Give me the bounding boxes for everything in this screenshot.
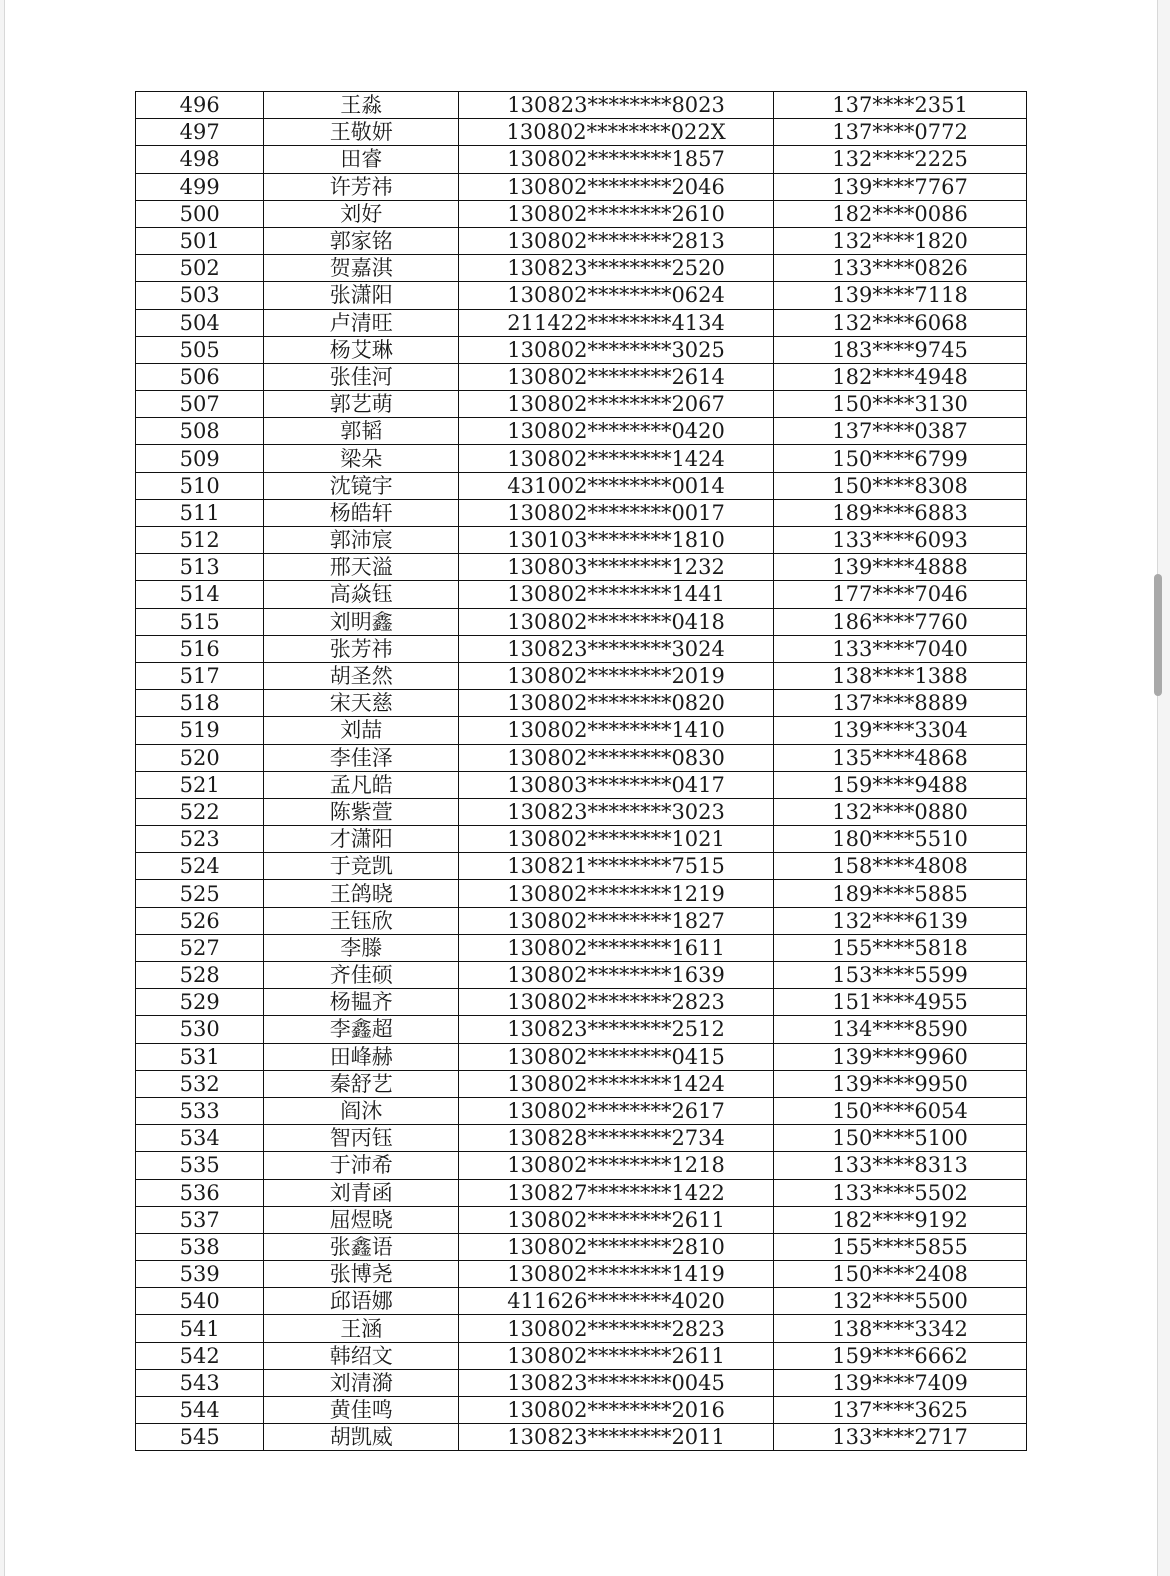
table-row: [136, 472, 1027, 499]
row-number-cell: 532: [136, 1070, 264, 1097]
row-number-cell: 500: [136, 200, 264, 227]
phone-cell: 189****6883: [774, 499, 1027, 526]
table-row: [136, 690, 1027, 717]
id-number-cell: 130802********2016: [459, 1397, 774, 1424]
phone-cell: 182****4948: [774, 363, 1027, 390]
table-row: [136, 1179, 1027, 1206]
phone-cell: 150****2408: [774, 1261, 1027, 1288]
table-row: [136, 1397, 1027, 1424]
name-cell: 杨韫齐: [264, 989, 459, 1016]
table-row: [136, 635, 1027, 662]
phone-cell: 153****5599: [774, 962, 1027, 989]
phone-cell: 132****6068: [774, 309, 1027, 336]
row-number-cell: 538: [136, 1233, 264, 1260]
table-row: [136, 1369, 1027, 1396]
name-cell: 屈煜晓: [264, 1206, 459, 1233]
name-cell: 沈镜宇: [264, 472, 459, 499]
phone-cell: 132****0880: [774, 798, 1027, 825]
name-cell: 黄佳鸣: [264, 1397, 459, 1424]
id-number-cell: 130802********2611: [459, 1342, 774, 1369]
phone-cell: 133****2717: [774, 1424, 1027, 1451]
phone-cell: 139****9950: [774, 1070, 1027, 1097]
table-row: [136, 853, 1027, 880]
phone-cell: 177****7046: [774, 581, 1027, 608]
phone-cell: 133****6093: [774, 527, 1027, 554]
phone-cell: 150****6799: [774, 445, 1027, 472]
row-number-cell: 520: [136, 744, 264, 771]
table-row: [136, 200, 1027, 227]
id-number-cell: 130802********2610: [459, 200, 774, 227]
phone-cell: 183****9745: [774, 336, 1027, 363]
phone-cell: 139****7767: [774, 173, 1027, 200]
row-number-cell: 541: [136, 1315, 264, 1342]
row-number-cell: 503: [136, 282, 264, 309]
name-cell: 田峰赫: [264, 1043, 459, 1070]
id-number-cell: 130802********1424: [459, 445, 774, 472]
name-cell: 张佳河: [264, 363, 459, 390]
phone-cell: 132****5500: [774, 1288, 1027, 1315]
name-cell: 于竞凯: [264, 853, 459, 880]
id-number-cell: 130802********0624: [459, 282, 774, 309]
id-number-cell: 130823********3023: [459, 798, 774, 825]
id-number-cell: 130828********2734: [459, 1125, 774, 1152]
name-cell: 胡圣然: [264, 662, 459, 689]
name-cell: 王鸽晓: [264, 880, 459, 907]
phone-cell: 150****8308: [774, 472, 1027, 499]
name-cell: 卢清旺: [264, 309, 459, 336]
id-number-cell: 130802********1857: [459, 146, 774, 173]
table-row: [136, 554, 1027, 581]
id-number-cell: 130802********2617: [459, 1097, 774, 1124]
phone-cell: 182****0086: [774, 200, 1027, 227]
name-cell: 齐佳硕: [264, 962, 459, 989]
phone-cell: 138****1388: [774, 662, 1027, 689]
phone-cell: 133****7040: [774, 635, 1027, 662]
row-number-cell: 528: [136, 962, 264, 989]
row-number-cell: 544: [136, 1397, 264, 1424]
name-cell: 刘喆: [264, 717, 459, 744]
name-cell: 郭家铭: [264, 227, 459, 254]
phone-cell: 150****6054: [774, 1097, 1027, 1124]
table-row: [136, 1097, 1027, 1124]
id-number-cell: 130802********2823: [459, 1315, 774, 1342]
id-number-cell: 411626********4020: [459, 1288, 774, 1315]
phone-cell: 139****7118: [774, 282, 1027, 309]
id-number-cell: 130802********1410: [459, 717, 774, 744]
name-cell: 李滕: [264, 934, 459, 961]
id-number-cell: 130802********1218: [459, 1152, 774, 1179]
name-cell: 刘青函: [264, 1179, 459, 1206]
row-number-cell: 513: [136, 554, 264, 581]
phone-cell: 137****3625: [774, 1397, 1027, 1424]
name-cell: 杨皓轩: [264, 499, 459, 526]
table-row: [136, 418, 1027, 445]
row-number-cell: 534: [136, 1125, 264, 1152]
table-row: [136, 880, 1027, 907]
id-number-cell: 211422********4134: [459, 309, 774, 336]
roster-table-body: [136, 92, 1027, 1451]
row-number-cell: 518: [136, 690, 264, 717]
table-row: [136, 445, 1027, 472]
id-number-cell: 130802********0830: [459, 744, 774, 771]
row-number-cell: 504: [136, 309, 264, 336]
table-row: [136, 92, 1027, 119]
document-page: [4, 0, 1158, 1576]
row-number-cell: 543: [136, 1369, 264, 1396]
id-number-cell: 130802********1424: [459, 1070, 774, 1097]
table-row: [136, 336, 1027, 363]
id-number-cell: 130827********1422: [459, 1179, 774, 1206]
id-number-cell: 130803********0417: [459, 771, 774, 798]
name-cell: 刘清漪: [264, 1369, 459, 1396]
phone-cell: 133****8313: [774, 1152, 1027, 1179]
phone-cell: 186****7760: [774, 608, 1027, 635]
phone-cell: 134****8590: [774, 1016, 1027, 1043]
id-number-cell: 130802********0420: [459, 418, 774, 445]
id-number-cell: 130802********1219: [459, 880, 774, 907]
row-number-cell: 530: [136, 1016, 264, 1043]
row-number-cell: 517: [136, 662, 264, 689]
id-number-cell: 130802********1827: [459, 907, 774, 934]
row-number-cell: 507: [136, 391, 264, 418]
table-row: [136, 255, 1027, 282]
table-row: [136, 391, 1027, 418]
phone-cell: 182****9192: [774, 1206, 1027, 1233]
id-number-cell: 130802********2067: [459, 391, 774, 418]
row-number-cell: 505: [136, 336, 264, 363]
table-row: [136, 1206, 1027, 1233]
id-number-cell: 130802********1611: [459, 934, 774, 961]
id-number-cell: 130802********2810: [459, 1233, 774, 1260]
table-row: [136, 1288, 1027, 1315]
id-number-cell: 130823********3024: [459, 635, 774, 662]
phone-cell: 133****0826: [774, 255, 1027, 282]
row-number-cell: 545: [136, 1424, 264, 1451]
id-number-cell: 130802********0820: [459, 690, 774, 717]
id-number-cell: 130802********0415: [459, 1043, 774, 1070]
phone-cell: 139****4888: [774, 554, 1027, 581]
table-row: [136, 581, 1027, 608]
name-cell: 郭韬: [264, 418, 459, 445]
name-cell: 贺嘉淇: [264, 255, 459, 282]
table-row: [136, 907, 1027, 934]
id-number-cell: 130802********2614: [459, 363, 774, 390]
name-cell: 于沛希: [264, 1152, 459, 1179]
name-cell: 杨艾琳: [264, 336, 459, 363]
phone-cell: 132****6139: [774, 907, 1027, 934]
name-cell: 邢天溢: [264, 554, 459, 581]
phone-cell: 155****5855: [774, 1233, 1027, 1260]
row-number-cell: 497: [136, 119, 264, 146]
row-number-cell: 508: [136, 418, 264, 445]
name-cell: 许芳祎: [264, 173, 459, 200]
id-number-cell: 130802********3025: [459, 336, 774, 363]
table-row: [136, 662, 1027, 689]
row-number-cell: 514: [136, 581, 264, 608]
id-number-cell: 130803********1232: [459, 554, 774, 581]
phone-cell: 138****3342: [774, 1315, 1027, 1342]
table-row: [136, 227, 1027, 254]
table-row: [136, 282, 1027, 309]
phone-cell: 155****5818: [774, 934, 1027, 961]
name-cell: 邱语娜: [264, 1288, 459, 1315]
name-cell: 刘明鑫: [264, 608, 459, 635]
table-row: [136, 771, 1027, 798]
id-number-cell: 130802********2019: [459, 662, 774, 689]
phone-cell: 180****5510: [774, 826, 1027, 853]
phone-cell: 139****9960: [774, 1043, 1027, 1070]
id-number-cell: 130823********2011: [459, 1424, 774, 1451]
id-number-cell: 130823********8023: [459, 92, 774, 119]
row-number-cell: 498: [136, 146, 264, 173]
phone-cell: 139****7409: [774, 1369, 1027, 1396]
phone-cell: 139****3304: [774, 717, 1027, 744]
name-cell: 智丙钰: [264, 1125, 459, 1152]
table-row: [136, 1315, 1027, 1342]
roster-table: [135, 91, 1027, 1451]
phone-cell: 133****5502: [774, 1179, 1027, 1206]
phone-cell: 137****0772: [774, 119, 1027, 146]
name-cell: 王敬妍: [264, 119, 459, 146]
row-number-cell: 531: [136, 1043, 264, 1070]
id-number-cell: 130802********1639: [459, 962, 774, 989]
name-cell: 王涵: [264, 1315, 459, 1342]
name-cell: 张鑫语: [264, 1233, 459, 1260]
phone-cell: 159****6662: [774, 1342, 1027, 1369]
id-number-cell: 130802********2813: [459, 227, 774, 254]
table-row: [136, 962, 1027, 989]
table-row: [136, 1070, 1027, 1097]
table-row: [136, 798, 1027, 825]
table-row: [136, 717, 1027, 744]
name-cell: 王淼: [264, 92, 459, 119]
table-row: [136, 608, 1027, 635]
table-row: [136, 826, 1027, 853]
phone-cell: 132****2225: [774, 146, 1027, 173]
table-row: [136, 173, 1027, 200]
name-cell: 才潇阳: [264, 826, 459, 853]
table-row: [136, 146, 1027, 173]
id-number-cell: 130103********1810: [459, 527, 774, 554]
phone-cell: 189****5885: [774, 880, 1027, 907]
phone-cell: 151****4955: [774, 989, 1027, 1016]
name-cell: 孟凡皓: [264, 771, 459, 798]
row-number-cell: 539: [136, 1261, 264, 1288]
name-cell: 陈紫萱: [264, 798, 459, 825]
name-cell: 张芳祎: [264, 635, 459, 662]
id-number-cell: 130823********2520: [459, 255, 774, 282]
table-row: [136, 363, 1027, 390]
table-row: [136, 309, 1027, 336]
row-number-cell: 516: [136, 635, 264, 662]
name-cell: 高焱钰: [264, 581, 459, 608]
phone-cell: 150****3130: [774, 391, 1027, 418]
row-number-cell: 526: [136, 907, 264, 934]
row-number-cell: 536: [136, 1179, 264, 1206]
id-number-cell: 130821********7515: [459, 853, 774, 880]
id-number-cell: 130802********2823: [459, 989, 774, 1016]
row-number-cell: 523: [136, 826, 264, 853]
row-number-cell: 509: [136, 445, 264, 472]
phone-cell: 158****4808: [774, 853, 1027, 880]
name-cell: 梁朵: [264, 445, 459, 472]
row-number-cell: 525: [136, 880, 264, 907]
table-row: [136, 1233, 1027, 1260]
table-row: [136, 1261, 1027, 1288]
row-number-cell: 537: [136, 1206, 264, 1233]
id-number-cell: 130802********2046: [459, 173, 774, 200]
phone-cell: 135****4868: [774, 744, 1027, 771]
row-number-cell: 529: [136, 989, 264, 1016]
name-cell: 李鑫超: [264, 1016, 459, 1043]
table-row: [136, 1043, 1027, 1070]
phone-cell: 137****8889: [774, 690, 1027, 717]
row-number-cell: 501: [136, 227, 264, 254]
name-cell: 王钰欣: [264, 907, 459, 934]
row-number-cell: 499: [136, 173, 264, 200]
row-number-cell: 540: [136, 1288, 264, 1315]
row-number-cell: 524: [136, 853, 264, 880]
table-row: [136, 1152, 1027, 1179]
table-row: [136, 934, 1027, 961]
row-number-cell: 510: [136, 472, 264, 499]
id-number-cell: 130802********2611: [459, 1206, 774, 1233]
row-number-cell: 512: [136, 527, 264, 554]
table-row: [136, 1424, 1027, 1451]
id-number-cell: 130802********1441: [459, 581, 774, 608]
table-row: [136, 1016, 1027, 1043]
table-row: [136, 744, 1027, 771]
row-number-cell: 527: [136, 934, 264, 961]
table-row: [136, 527, 1027, 554]
id-number-cell: 130802********0017: [459, 499, 774, 526]
row-number-cell: 496: [136, 92, 264, 119]
id-number-cell: 130802********022X: [459, 119, 774, 146]
row-number-cell: 535: [136, 1152, 264, 1179]
row-number-cell: 519: [136, 717, 264, 744]
id-number-cell: 130802********0418: [459, 608, 774, 635]
id-number-cell: 130823********2512: [459, 1016, 774, 1043]
table-row: [136, 119, 1027, 146]
name-cell: 李佳泽: [264, 744, 459, 771]
row-number-cell: 511: [136, 499, 264, 526]
row-number-cell: 502: [136, 255, 264, 282]
id-number-cell: 130802********1021: [459, 826, 774, 853]
row-number-cell: 522: [136, 798, 264, 825]
name-cell: 胡凯威: [264, 1424, 459, 1451]
table-row: [136, 499, 1027, 526]
name-cell: 宋天慈: [264, 690, 459, 717]
table-row: [136, 989, 1027, 1016]
id-number-cell: 130823********0045: [459, 1369, 774, 1396]
name-cell: 韩绍文: [264, 1342, 459, 1369]
row-number-cell: 506: [136, 363, 264, 390]
id-number-cell: 130802********1419: [459, 1261, 774, 1288]
row-number-cell: 542: [136, 1342, 264, 1369]
name-cell: 郭艺萌: [264, 391, 459, 418]
name-cell: 秦舒艺: [264, 1070, 459, 1097]
phone-cell: 137****0387: [774, 418, 1027, 445]
phone-cell: 159****9488: [774, 771, 1027, 798]
row-number-cell: 521: [136, 771, 264, 798]
name-cell: 田睿: [264, 146, 459, 173]
name-cell: 阎沐: [264, 1097, 459, 1124]
phone-cell: 132****1820: [774, 227, 1027, 254]
name-cell: 张博尧: [264, 1261, 459, 1288]
table-row: [136, 1342, 1027, 1369]
phone-cell: 137****2351: [774, 92, 1027, 119]
vertical-scrollbar[interactable]: [1154, 574, 1162, 696]
table-row: [136, 1125, 1027, 1152]
phone-cell: 150****5100: [774, 1125, 1027, 1152]
row-number-cell: 515: [136, 608, 264, 635]
row-number-cell: 533: [136, 1097, 264, 1124]
name-cell: 张潇阳: [264, 282, 459, 309]
name-cell: 刘好: [264, 200, 459, 227]
id-number-cell: 431002********0014: [459, 472, 774, 499]
name-cell: 郭沛宸: [264, 527, 459, 554]
